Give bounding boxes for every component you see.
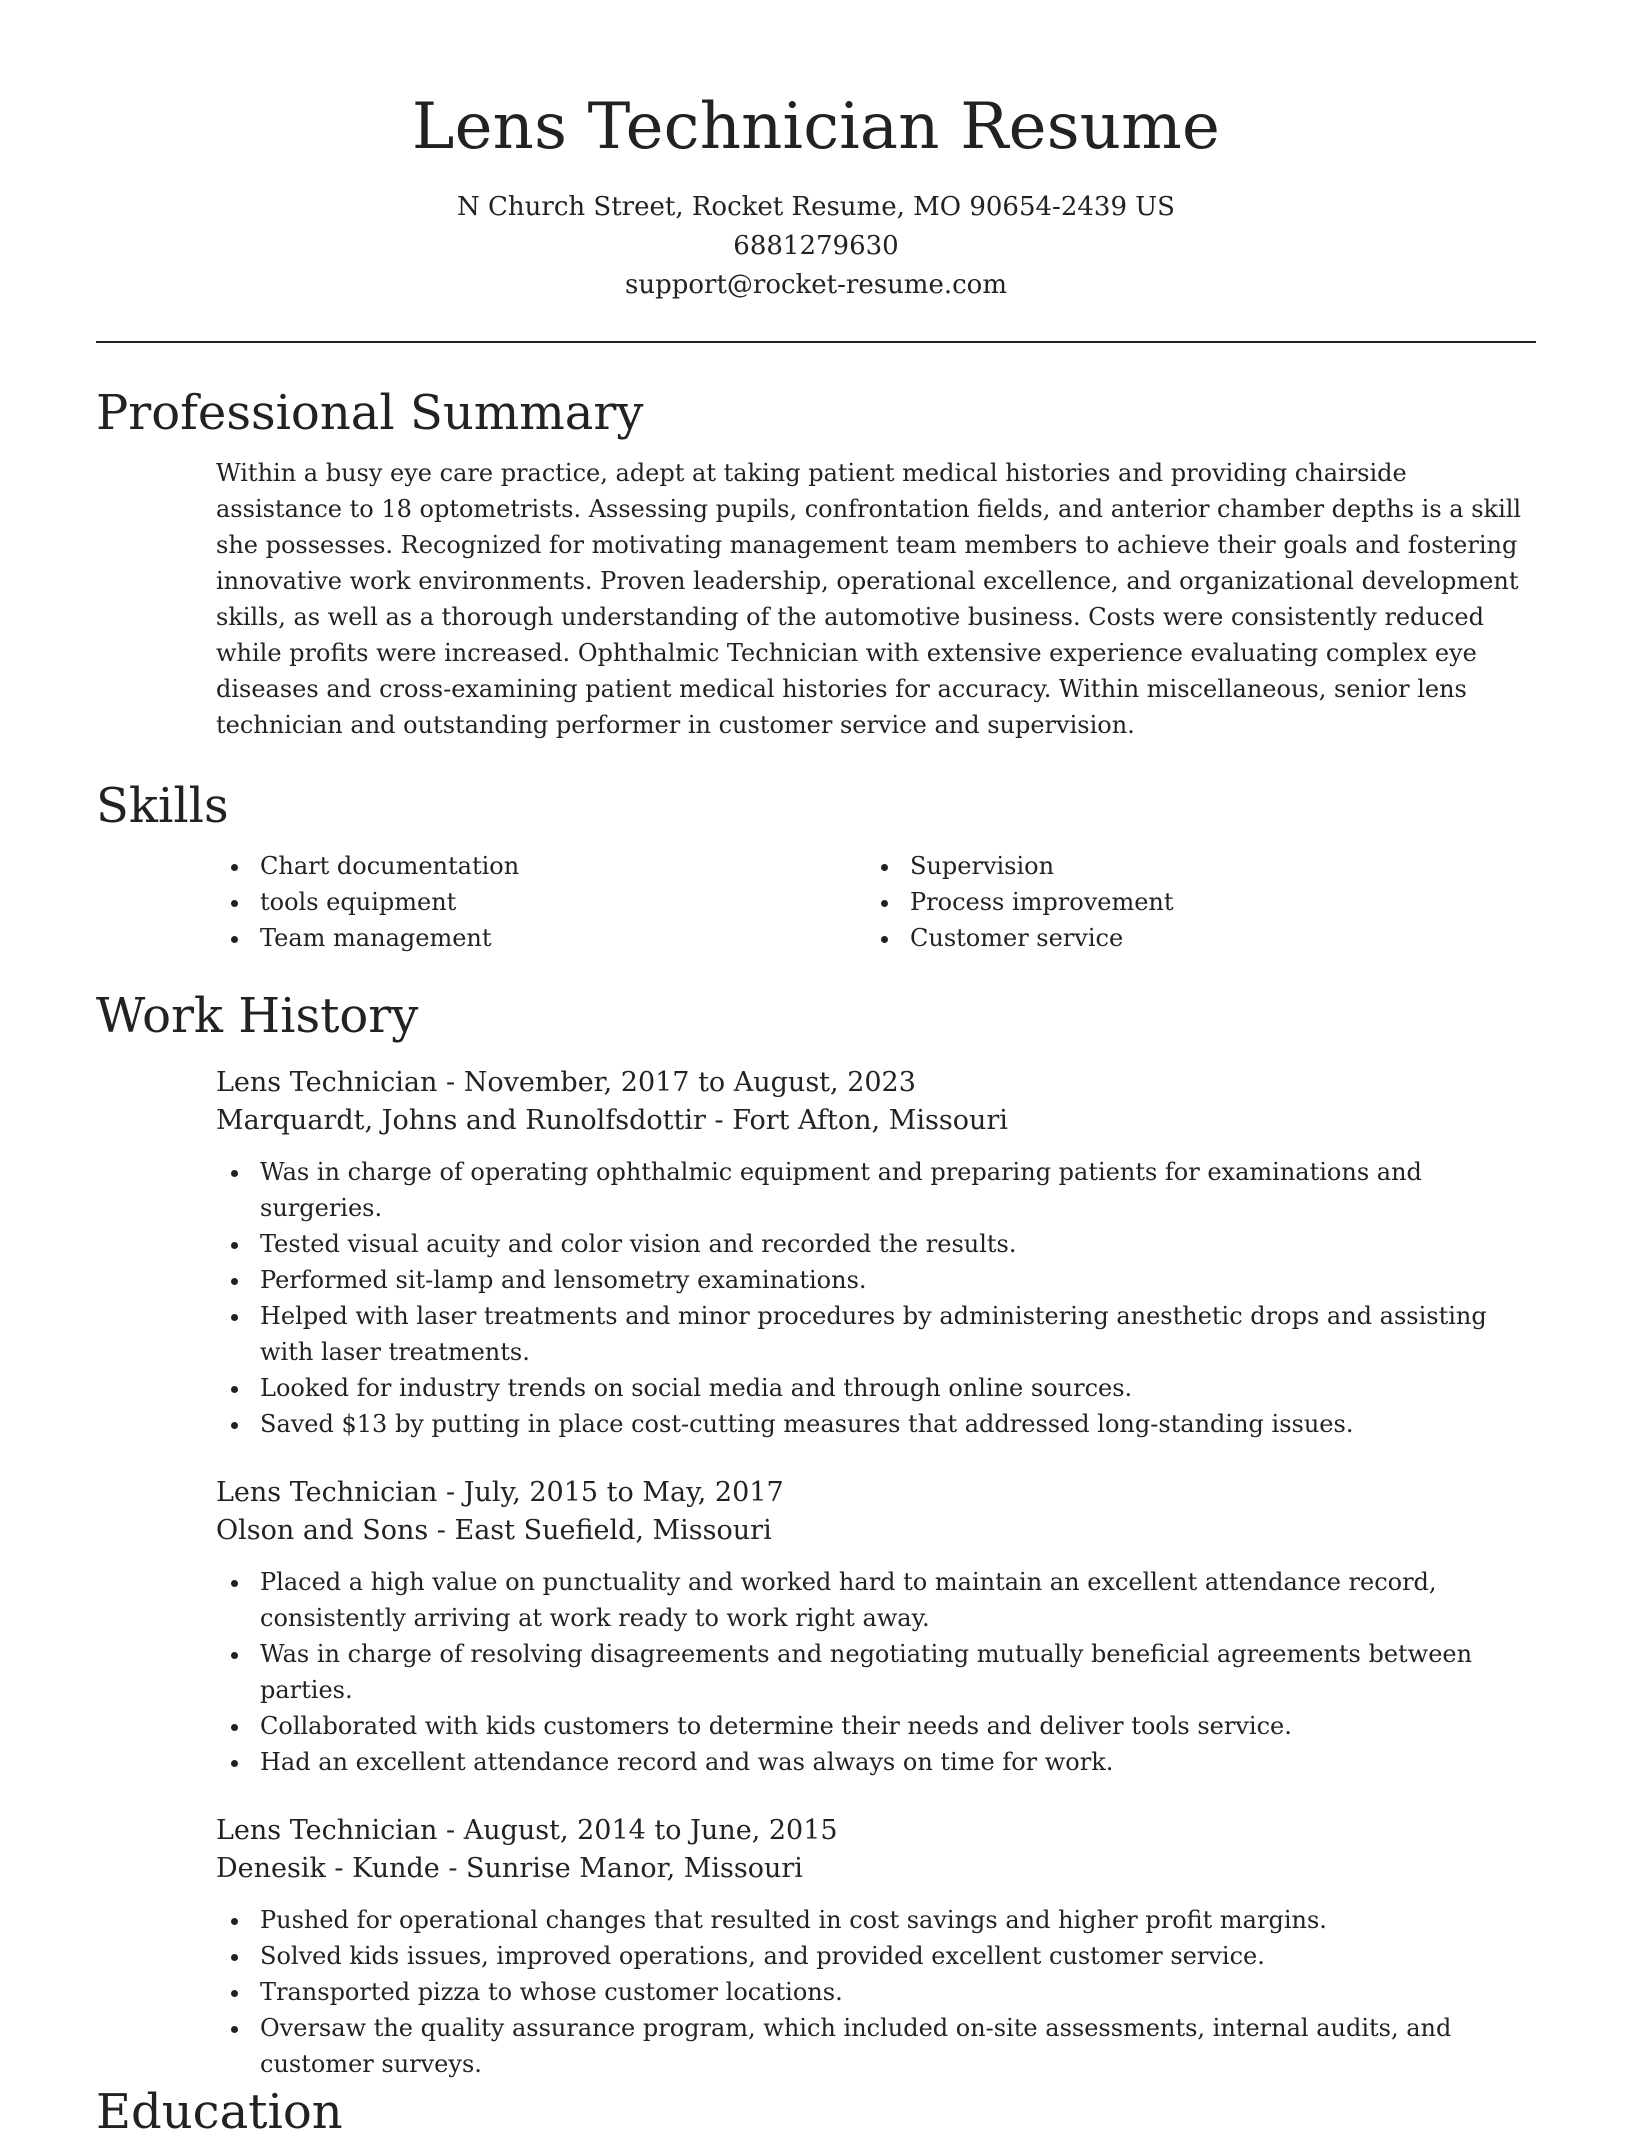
job-duties [216,1564,1536,1780]
work-history-list [216,1064,1536,2082]
duty-item: Had an excellent attendance record and was always on time for work. [216,1744,1536,1780]
skills-heading: Skills [96,778,229,834]
summary-text: Within a busy eye care practice, adept at taking patient medical histories and providing chairside assistance to 18 optometrists. Assessing pupils, confrontation fields, and anterior chamber depths is a skill she possesses. Recognized for motivating management team members to achieve their goals and fostering innovative work environments. Proven leadership, operational excellence, and organizational development skills, as well as a thorough understanding of the automotive business. Costs were consistently reduced while profits were increased. Ophthalmic Technician with extensive experience evaluating complex eye diseases and cross-examining patient medical histories for accuracy. Within miscellaneous, senior lens technician and outstanding performer in customer service and supervision. [216,459,1522,739]
duty-item: Helped with laser treatments and minor procedures by administering anesthetic drops and assisting with laser treatments. [216,1298,1536,1370]
resume-header [96,84,1536,305]
job-entry [216,1812,1536,2082]
summary-section [96,383,1536,743]
skill-item: Team management [216,920,866,956]
duty-item: Solved kids issues, improved operations, and provided excellent customer service. [216,1938,1536,1974]
contact-email: support@rocket-resume.com [624,270,1007,300]
duty-item: Was in charge of resolving disagreements and negotiating mutually beneficial agreements between parties. [216,1636,1536,1708]
job-duties [216,1154,1536,1442]
skill-item: tools equipment [216,884,866,920]
duty-item: Saved $13 by putting in place cost-cutting measures that addressed long-standing issues. [216,1406,1536,1442]
job-title-dates: Lens Technician - August, 2014 to June, 2015 [216,1815,838,1846]
job-entry [216,1474,1536,1780]
contact-address: N Church Street, Rocket Resume, MO 90654-2439 US [457,192,1175,222]
skill-item: Chart documentation [216,848,866,884]
skill-item: Process improvement [866,884,1516,920]
job-title-dates: Lens Technician - July, 2015 to May, 2017 [216,1477,784,1508]
duty-item: Oversaw the quality assurance program, which included on-site assessments, internal audits, and customer surveys. [216,2010,1536,2082]
duty-item: Placed a high value on punctuality and worked hard to maintain an excellent attendance record, consistently arriving at work ready to work right away. [216,1564,1536,1636]
skills-column-right [866,848,1516,956]
summary-heading: Professional Summary [96,385,644,441]
job-company-location: Marquardt, Johns and Runolfsdottir - Fort Afton, Missouri [216,1105,1008,1136]
job-duties [216,1902,1536,2082]
header-divider [96,341,1536,343]
duty-item: Transported pizza to whose customer locations. [216,1974,1536,2010]
skills-grid [216,848,1536,956]
duty-item: Looked for industry trends on social media and through online sources. [216,1370,1536,1406]
duty-item: Collaborated with kids customers to determine their needs and deliver tools service. [216,1708,1536,1744]
job-company-location: Olson and Sons - East Suefield, Missouri [216,1515,772,1546]
duty-item: Was in charge of operating ophthalmic equipment and preparing patients for examinations and surgeries. [216,1154,1536,1226]
job-entry [216,1064,1536,1442]
resume-title: Lens Technician Resume [411,90,1221,164]
skill-item: Supervision [866,848,1516,884]
skills-section [96,776,1536,956]
skill-item: Customer service [866,920,1516,956]
contact-block [96,188,1536,305]
work-history-heading: Work History [96,988,419,1044]
duty-item: Performed sit-lamp and lensometry examinations. [216,1262,1536,1298]
duty-item: Tested visual acuity and color vision and recorded the results. [216,1226,1536,1262]
duty-item: Pushed for operational changes that resulted in cost savings and higher profit margins. [216,1902,1536,1938]
job-company-location: Denesik - Kunde - Sunrise Manor, Missouri [216,1853,803,1884]
education-section [96,2082,1536,2142]
work-history-section [96,986,1536,2082]
skills-column-left [216,848,866,956]
contact-phone: 6881279630 [733,231,899,261]
job-title-dates: Lens Technician - November, 2017 to August, 2023 [216,1067,916,1098]
education-heading: Education [96,2084,343,2140]
